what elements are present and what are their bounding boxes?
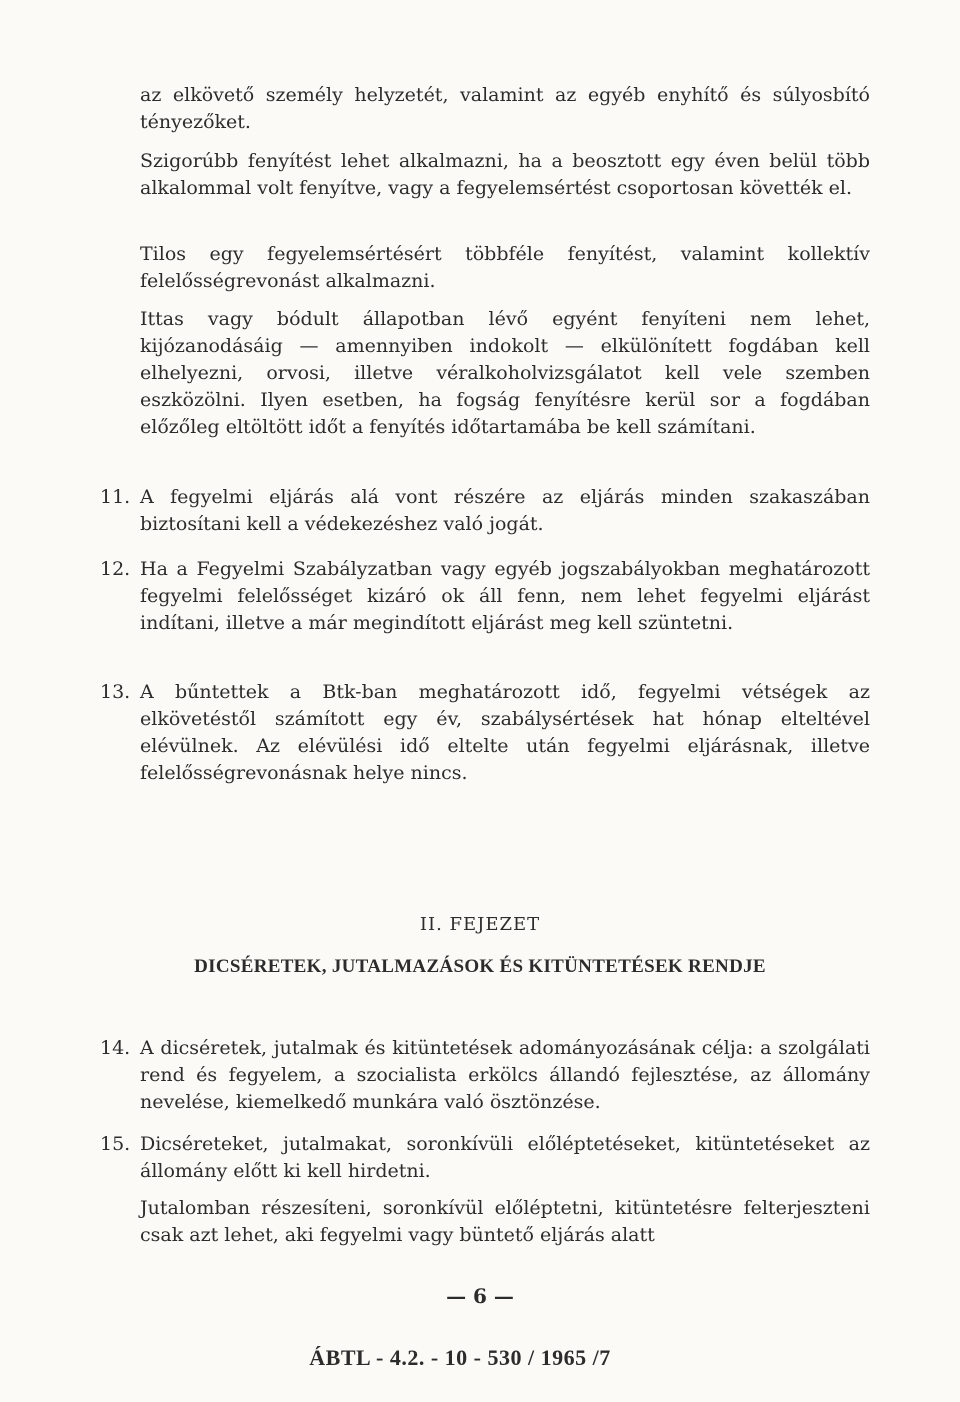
item-text-12: Ha a Fegyelmi Szabályzatban vagy egyéb jogszabályokban meghatározott fegyelmi felelősséget kizáró ok áll fenn, nem lehet fegyelmi eljárást indítani, illetve a már megindított eljárást meg kell szüntetni. — [140, 558, 870, 634]
page-number: — 6 — — [446, 1284, 514, 1308]
item-number-13: 13. — [100, 681, 131, 703]
paragraph-stricter-punishment: Szigorúbb fenyítést lehet alkalmazni, ha a beosztott egy éven belül több alkalommal volt fenyítve, vagy a fegyelemsértést csoportosan követték el. — [140, 150, 870, 199]
paragraph-reward-eligibility: Jutalomban részesíteni, soronkívül előléptetni, kitüntetésre felterjeszteni csak azt lehet, aki fegyelmi vagy büntető eljárás alatt — [140, 1197, 870, 1246]
item-number-12: 12. — [100, 558, 131, 580]
paragraph-intoxicated-persons: Ittas vagy bódult állapotban lévő egyént fenyíteni nem lehet, kijózanodásáig — amennyiben indokolt — elkülönített fogdában kell elhelyezni, orvosi, illetve véralkoholvizsgálatot kell vele szemben eszközölni. Ilyen esetben, ha fogság fenyítésre kerül sor a fogdában előzőleg eltöltött időt a fenyítés időtartamába be kell számítani. — [140, 308, 870, 438]
item-text-15: Dicséreteket, jutalmakat, soronkívüli előléptetéseket, kitüntetéseket az állomány előtt ki kell hirdetni. — [140, 1133, 870, 1182]
paragraph-mitigating-factors: az elkövető személy helyzetét, valamint az egyéb enyhítő és súlyosbító tényezőket. — [140, 84, 870, 133]
item-number-15: 15. — [100, 1133, 131, 1155]
archive-reference: ÁBTL - 4.2. - 10 - 530 / 1965 /7 — [309, 1345, 611, 1370]
item-text-11: A fegyelmi eljárás alá vont részére az eljárás minden szakaszában biztosítani kell a védekezéshez való jogát. — [140, 486, 870, 535]
chapter-number: II. FEJEZET — [419, 914, 541, 935]
chapter-title: DICSÉRETEK, JUTALMAZÁSOK ÉS KITÜNTETÉSEK RENDJE — [194, 956, 766, 977]
item-text-14: A dicséretek, jutalmak és kitüntetések adományozásának célja: a szolgálati rend és fegyelem, a szocialista erkölcs állandó fejlesztése, az állomány nevelése, kiemelkedő munkára való ösztönzése. — [140, 1037, 870, 1113]
item-number-14: 14. — [100, 1037, 131, 1059]
item-text-13: A bűntettek a Btk-ban meghatározott idő, fegyelmi vétségek az elkövetéstől számított egy év, szabálysértések hat hónap elteltével elévülnek. Az elévülési idő eltelte után fegyelmi eljárásnak, illetve felelősségrevonásnak helye nincs. — [140, 681, 870, 784]
paragraph-collective-prohibition: Tilos egy fegyelemsértésért többféle fenyítést, valamint kollektív felelősségrevonást alkalmazni. — [140, 243, 870, 292]
item-number-11: 11. — [100, 486, 131, 508]
